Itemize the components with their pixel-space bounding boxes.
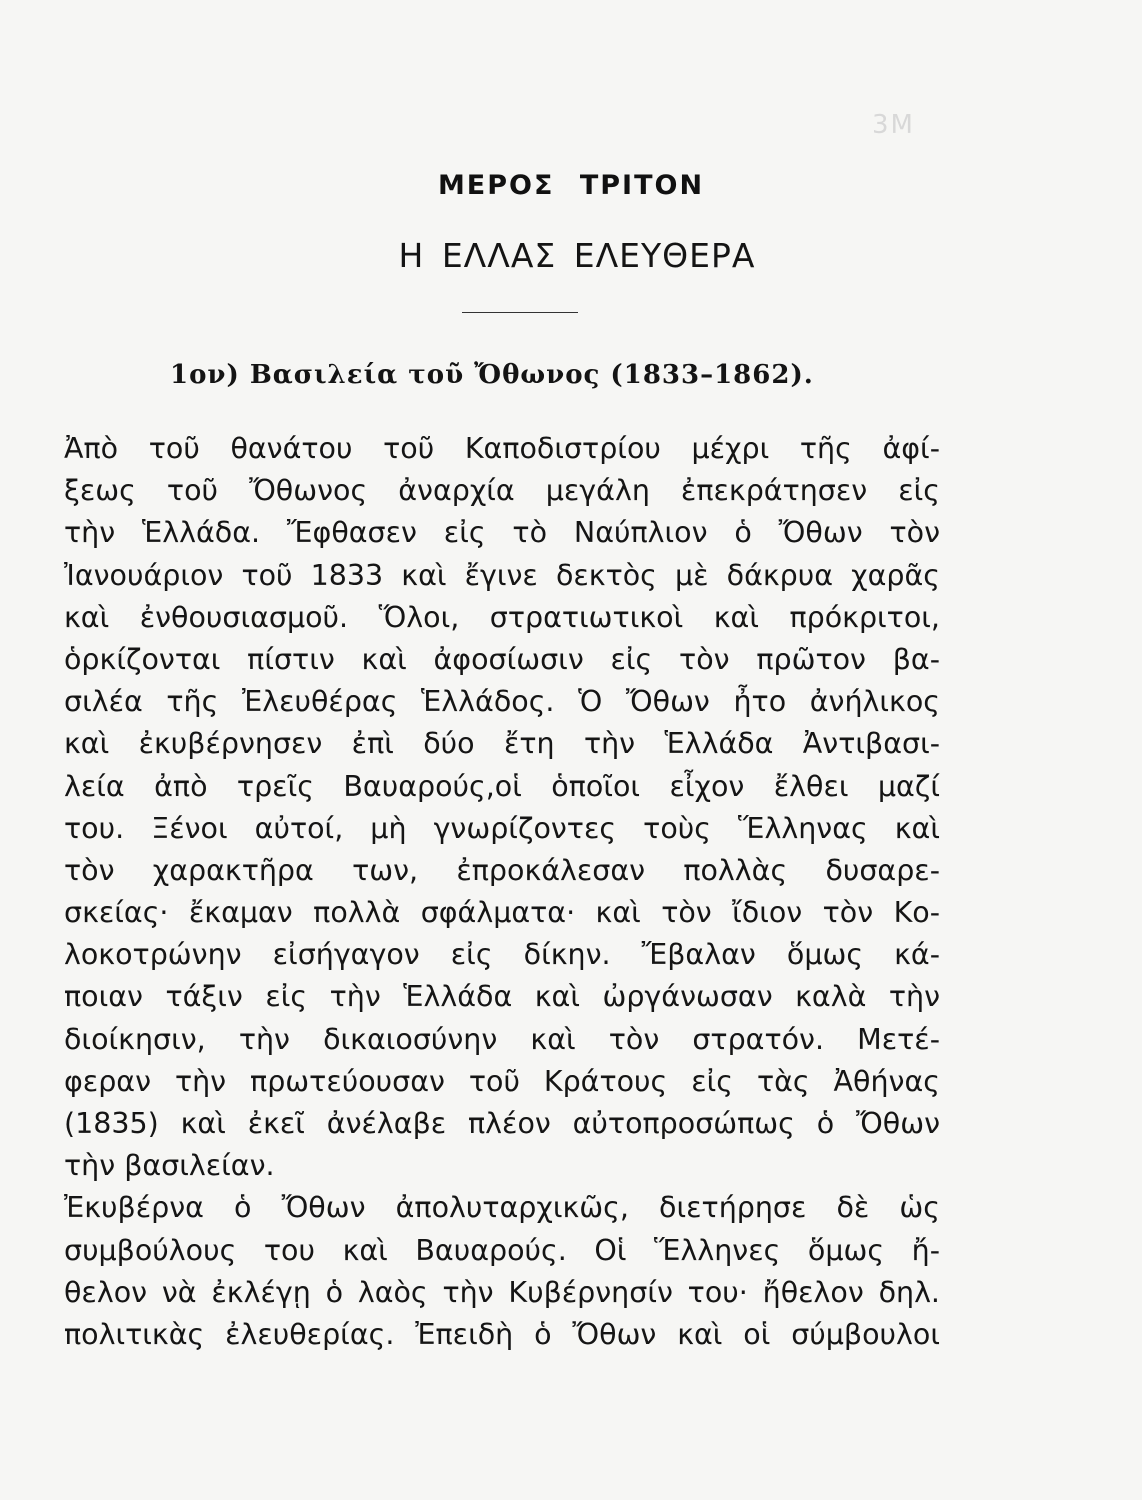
text-line: Ἰανουάριον τοῦ 1833 καὶ ἔγινε δεκτὸς μὲ δάκρυα χαρᾶς	[64, 558, 940, 592]
body-text	[64, 428, 940, 1356]
text-line: τὸν χαρακτῆρα των, ἐπροκάλεσαν πολλὰς δυσαρε-	[64, 853, 940, 887]
text-line: τὴν βασιλείαν.	[64, 1149, 275, 1183]
text-line: θελον νὰ ἐκλέγῃ ὁ λαὸς τὴν Κυβέρνησίν του· ἤθελον δηλ.	[64, 1275, 940, 1309]
text-line: (1835) καὶ ἐκεῖ ἀνέλαβε πλέον αὐτοπροσώπως ὁ Ὄθων	[64, 1107, 940, 1140]
text-line: του. Ξένοι αὐτοί, μὴ γνωρίζοντες τοὺς Ἕλληνας καὶ	[64, 811, 940, 845]
text-line: σιλέα τῆς Ἐλευθέρας Ἑλλάδος. Ὁ Ὄθων ἦτο ἀνήλικος	[64, 685, 940, 719]
page-mark: 3Μ	[872, 110, 915, 140]
text-line: ποιαν τάξιν εἰς τὴν Ἑλλάδα καὶ ὠργάνωσαν καλὰ τὴν	[64, 980, 940, 1014]
title-divider	[462, 312, 578, 313]
part-title: Η ΕΛΛΑΣ ΕΛΕΥΘΕΡΑ	[398, 236, 756, 275]
text-line: καὶ ἐνθουσιασμοῦ. Ὅλοι, στρατιωτικοὶ καὶ πρόκριτοι,	[64, 600, 940, 634]
part-label: ΜΕΡΟΣ ΤΡΙΤΟΝ	[437, 170, 705, 201]
text-line: συμβούλους του καὶ Βαυαρούς. Οἱ Ἕλληνες ὅμως ἤ-	[64, 1233, 940, 1267]
text-line: διοίκησιν, τὴν δικαιοσύνην καὶ τὸν στρατόν. Μετέ-	[64, 1022, 940, 1056]
text-line: φεραν τὴν πρωτεύουσαν τοῦ Κράτους εἰς τὰς Ἀθήνας	[64, 1064, 940, 1098]
paragraph-2	[64, 1187, 940, 1356]
text-line: σκείας· ἔκαμαν πολλὰ σφάλματα· καὶ τὸν ἴδιον τὸν Κο-	[64, 896, 940, 930]
text-line: καὶ ἐκυβέρνησεν ἐπὶ δύο ἔτη τὴν Ἑλλάδα Ἀντιβασι-	[64, 727, 940, 761]
text-line: λοκοτρώνην εἰσήγαγον εἰς δίκην. Ἔβαλαν ὅμως κά-	[64, 938, 940, 972]
text-line: Ἐκυβέρνα ὁ Ὄθων ἀπολυταρχικῶς, διετήρησε δὲ ὡς	[64, 1191, 940, 1225]
text-line: ξεως τοῦ Ὄθωνος ἀναρχία μεγάλη ἐπεκράτησεν εἰς	[64, 474, 940, 508]
section-heading: 1ον) Βασιλεία τοῦ Ὄθωνος (1833–1862).	[170, 360, 814, 390]
text-line: λεία ἀπὸ τρεῖς Βαυαρούς,οἱ ὁποῖοι εἶχον ἔλθει μαζί	[64, 769, 940, 803]
text-line: Ἀπὸ τοῦ θανάτου τοῦ Καποδιστρίου μέχρι τῆς ἀφί-	[64, 432, 940, 465]
text-line: πολιτικὰς ἐλευθερίας. Ἐπειδὴ ὁ Ὄθων καὶ οἱ σύμβουλοι	[64, 1317, 940, 1351]
paragraph-1	[64, 428, 940, 1187]
text-line: τὴν Ἑλλάδα. Ἔφθασεν εἰς τὸ Ναύπλιον ὁ Ὄθων τὸν	[64, 516, 940, 550]
text-line: ὁρκίζονται πίστιν καὶ ἀφοσίωσιν εἰς τὸν πρῶτον βα-	[64, 642, 940, 676]
